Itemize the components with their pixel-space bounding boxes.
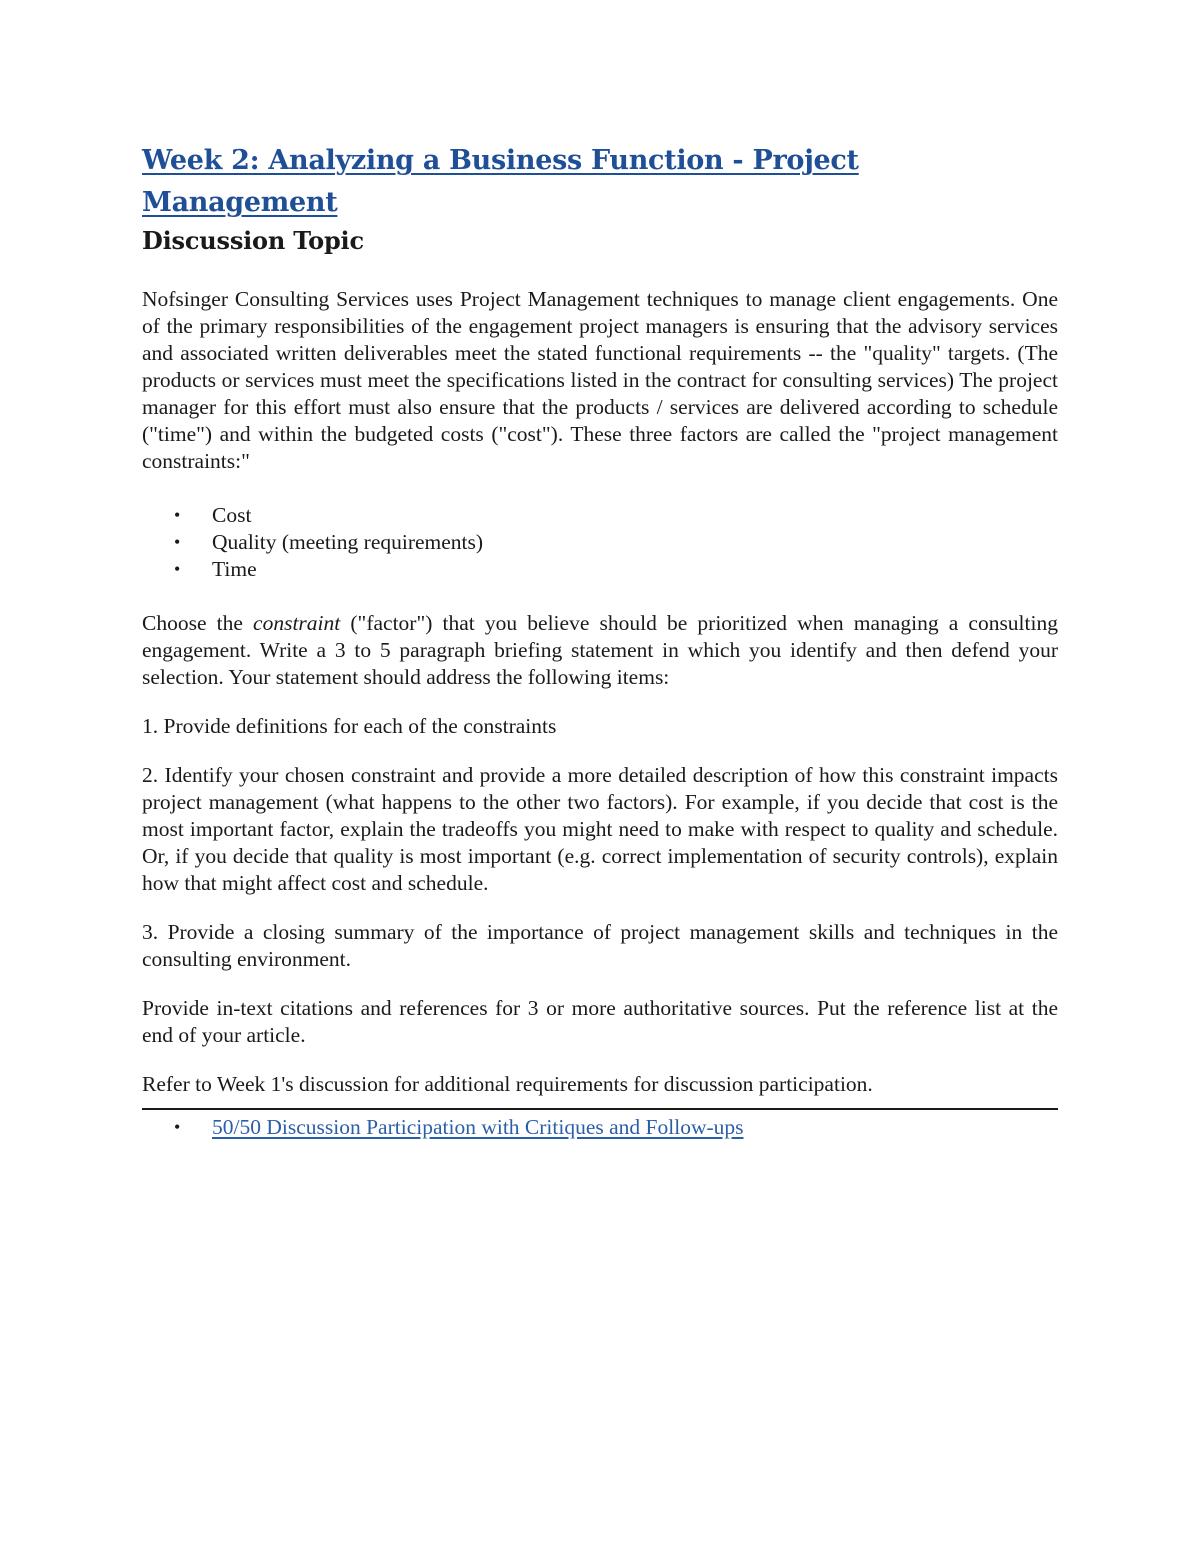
choose-text-after: ("factor") that you believe should be prioritized when managing a consulting engagement. Write a 3 to 5 paragraph briefing statement in which you identify and then defend your selection. Your statement should address the following items: xyxy=(142,611,1058,689)
constraint-quality: Quality (meeting requirements) xyxy=(212,530,484,554)
list-item xyxy=(142,556,1058,583)
refer-paragraph: Refer to Week 1's discussion for additional requirements for discussion participation. xyxy=(142,1072,873,1096)
intro-paragraph: Nofsinger Consulting Services uses Project Management techniques to manage client engagements. One of the primary responsibilities of the engagement project managers is ensuring that the advisory services and associated written deliverables meet the stated functional requirements -- the "quality" targets. (The products or services must meet the specifications listed in the contract for consulting services) The project manager for this effort must also ensure that the products / services are delivered according to schedule ("time") and within the budgeted costs ("cost"). These three factors are called the "project management constraints:" xyxy=(142,287,1058,473)
constraint-time: Time xyxy=(212,557,257,581)
document-title[interactable]: Week 2: Analyzing a Business Function - Project Management xyxy=(142,145,859,218)
choose-paragraph xyxy=(142,610,1058,691)
document-page xyxy=(142,140,1058,1141)
citations-paragraph: Provide in-text citations and references for 3 or more authoritative sources. Put the reference list at the end of your article. xyxy=(142,996,1058,1047)
bullet-icon: • xyxy=(174,559,181,579)
bullet-icon: • xyxy=(174,1117,181,1137)
item-1-paragraph: 1. Provide definitions for each of the constraints xyxy=(142,714,557,738)
list-item xyxy=(142,529,1058,556)
constraints-list xyxy=(142,502,1058,583)
item-2-paragraph: 2. Identify your chosen constraint and provide a more detailed description of how this constraint impacts project management (what happens to the other two factors). For example, if you decide that cost is the most important factor, explain the tradeoffs you might need to make with respect to quality and schedule. Or, if you decide that quality is most important (e.g. correct implementation of security controls), explain how that might affect cost and schedule. xyxy=(142,763,1058,895)
bullet-icon: • xyxy=(174,532,181,552)
rubric-list xyxy=(142,1114,1058,1141)
bullet-icon: • xyxy=(174,505,181,525)
list-item xyxy=(142,502,1058,529)
list-item xyxy=(142,1114,1058,1141)
item-3-paragraph: 3. Provide a closing summary of the importance of project management skills and techniques in the consulting environment. xyxy=(142,920,1058,971)
document-subtitle: Discussion Topic xyxy=(142,226,364,255)
constraint-cost: Cost xyxy=(212,503,252,527)
choose-emphasis: constraint xyxy=(253,611,341,635)
choose-text-before: Choose the xyxy=(142,611,254,635)
horizontal-divider xyxy=(142,1108,1058,1110)
rubric-link[interactable]: 50/50 Discussion Participation with Critiques and Follow-ups xyxy=(212,1115,744,1139)
